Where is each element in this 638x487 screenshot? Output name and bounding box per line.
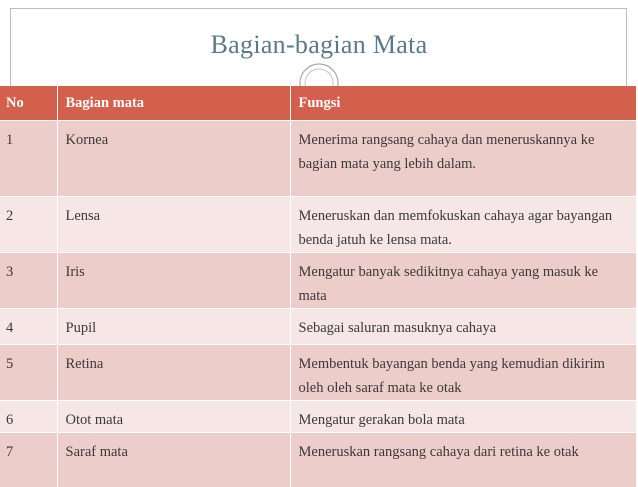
- cell-bagian: Iris: [57, 253, 290, 309]
- table-row: [0, 197, 636, 253]
- cell-no: 5: [0, 345, 57, 401]
- cell-fungsi: Mengatur gerakan bola mata: [290, 401, 636, 433]
- table-header-row: [0, 86, 636, 121]
- cell-no: 3: [0, 253, 57, 309]
- cell-bagian: Otot mata: [57, 401, 290, 433]
- cell-bagian: Saraf mata: [57, 433, 290, 487]
- table-row: [0, 253, 636, 309]
- cell-fungsi: Sebagai saluran masuknya cahaya: [290, 309, 636, 345]
- header-no: No: [0, 86, 57, 121]
- header-fungsi: Fungsi: [290, 86, 636, 121]
- cell-no: 4: [0, 309, 57, 345]
- cell-bagian: Kornea: [57, 121, 290, 197]
- cell-fungsi: Menerima rangsang cahaya dan meneruskannya ke bagian mata yang lebih dalam.: [290, 121, 636, 197]
- cell-no: 7: [0, 433, 57, 487]
- cell-fungsi: Mengatur banyak sedikitnya cahaya yang masuk ke mata: [290, 253, 636, 309]
- cell-no: 2: [0, 197, 57, 253]
- slide-title: Bagian-bagian Mata: [0, 30, 638, 60]
- table-row: [0, 401, 636, 433]
- header-bagian-mata: Bagian mata: [57, 86, 290, 121]
- cell-no: 1: [0, 121, 57, 197]
- cell-bagian: Pupil: [57, 309, 290, 345]
- cell-bagian: Retina: [57, 345, 290, 401]
- cell-fungsi: Meneruskan rangsang cahaya dari retina ke otak: [290, 433, 636, 487]
- cell-no: 6: [0, 401, 57, 433]
- cell-bagian: Lensa: [57, 197, 290, 253]
- eye-parts-table: [0, 86, 637, 487]
- cell-fungsi: Membentuk bayangan benda yang kemudian dikirim oleh oleh saraf mata ke otak: [290, 345, 636, 401]
- cell-fungsi: Meneruskan dan memfokuskan cahaya agar bayangan benda jatuh ke lensa mata.: [290, 197, 636, 253]
- table-row: [0, 121, 636, 197]
- table-row: [0, 309, 636, 345]
- table-row: [0, 345, 636, 401]
